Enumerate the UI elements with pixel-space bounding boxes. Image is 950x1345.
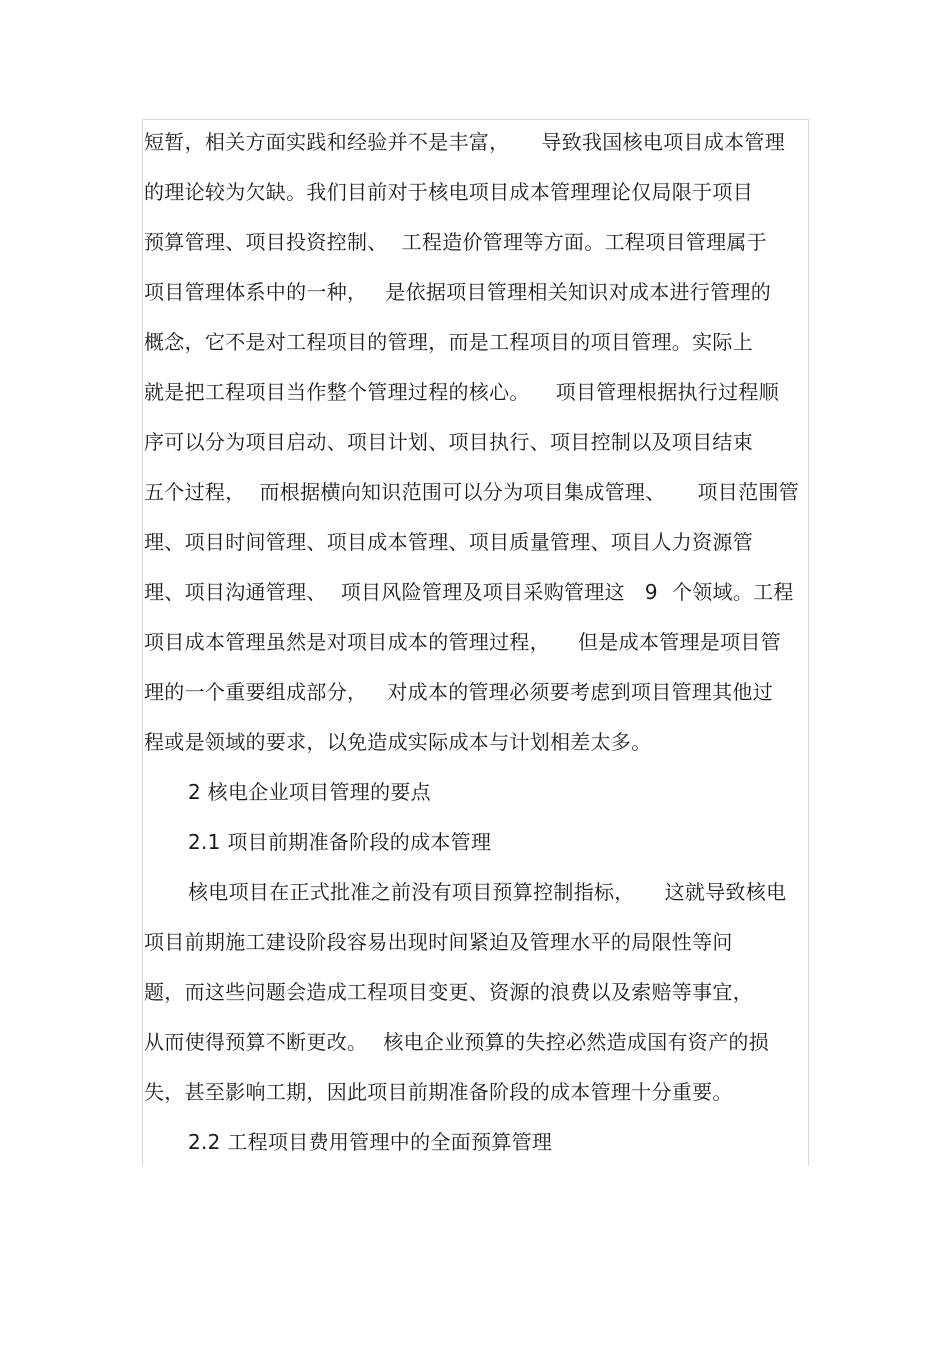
text-segment: 9: [644, 580, 658, 604]
text-segment: 理、项目沟通管理、: [144, 580, 327, 604]
text-segment: 导致我国核电项目成本管理: [541, 130, 786, 154]
text-segment: 理、项目时间管理、项目成本管理、项目质量管理、项目人力资源管: [144, 530, 753, 554]
paragraph-project-management: [144, 117, 844, 767]
text-segment: 核电项目在正式批准之前没有项目预算控制指标，: [188, 880, 635, 904]
text-line: [144, 1067, 844, 1117]
text-segment: 预算管理、项目投资控制、: [144, 230, 388, 254]
text-line: [144, 317, 844, 367]
text-line: [144, 367, 844, 417]
text-segment: 核电企业预算的失控必然造成国有资产的损: [383, 1030, 770, 1054]
subsection-heading-text: 2.2 工程项目费用管理中的全面预算管理: [188, 1130, 553, 1154]
text-line: [144, 717, 844, 767]
text-segment: 理的一个重要组成部分，: [144, 680, 368, 704]
text-segment: 项目管理根据执行过程顺: [555, 380, 780, 404]
text-segment: 就是把工程项目当作整个管理过程的核心。: [144, 380, 530, 404]
text-segment: 题，而这些问题会造成工程项目变更、资源的浪费以及索赔等事宜，: [144, 980, 753, 1004]
text-segment: 五个过程，: [144, 480, 246, 504]
text-segment: 项目成本管理虽然是对项目成本的管理过程，: [144, 630, 550, 654]
text-line: [144, 167, 844, 217]
text-segment: 项目风险管理及项目采购管理这: [340, 580, 625, 604]
text-segment: 程或是领域的要求，以免造成实际成本与计划相差太多。: [144, 730, 652, 754]
text-segment: 失，甚至影响工期，因此项目前期准备阶段的成本管理十分重要。: [144, 1080, 733, 1104]
text-segment: 而根据横向知识范围可以分为项目集成管理、: [259, 480, 666, 504]
text-line: [144, 217, 844, 267]
text-segment: 个领域。工程: [671, 580, 794, 604]
text-segment: 概念，它不是对工程项目的管理，而是工程项目的项目管理。实际上: [144, 330, 753, 354]
text-segment: 工程造价管理等方面。工程项目管理属于: [401, 230, 768, 254]
text-line: [144, 667, 844, 717]
paragraph-preparation-phase: [144, 867, 844, 1117]
section-heading-2: [144, 767, 844, 817]
text-line: [144, 967, 844, 1017]
text-segment: 但是成本管理是项目管: [578, 630, 781, 654]
text-segment: 短暂，相关方面实践和经验并不是丰富，: [144, 130, 510, 154]
subsection-heading-2-2: [144, 1117, 844, 1167]
text-line: [144, 467, 844, 517]
text-line: [144, 1017, 844, 1067]
text-line: [144, 617, 844, 667]
text-line: [144, 867, 844, 917]
text-line: [144, 917, 844, 967]
text-segment: 的理论较为欠缺。我们目前对于核电项目成本管理理论仅局限于项目: [144, 180, 753, 204]
text-line: [144, 267, 844, 317]
text-segment: 是依据项目管理相关知识对成本进行管理的: [385, 280, 772, 304]
text-segment: 项目前期施工建设阶段容易出现时间紧迫及管理水平的局限性等问: [144, 930, 733, 954]
text-line: [144, 567, 844, 617]
text-line: [144, 517, 844, 567]
document-body: [144, 117, 844, 1167]
subsection-heading-2-1: [144, 817, 844, 867]
text-segment: 序可以分为项目启动、项目计划、项目执行、项目控制以及项目结束: [144, 430, 753, 454]
section-heading-text: 2 核电企业项目管理的要点: [188, 780, 431, 804]
text-segment: 项目管理体系中的一种，: [144, 280, 368, 304]
subsection-heading-text: 2.1 项目前期准备阶段的成本管理: [188, 830, 492, 854]
text-segment: 对成本的管理必须要考虑到项目管理其他过: [387, 680, 774, 704]
text-line: [144, 417, 844, 467]
text-line: [144, 117, 844, 167]
text-segment: 项目范围管: [697, 480, 799, 504]
text-segment: 从而使得预算不断更改。: [144, 1030, 368, 1054]
text-segment: 这就导致核电: [664, 880, 787, 904]
